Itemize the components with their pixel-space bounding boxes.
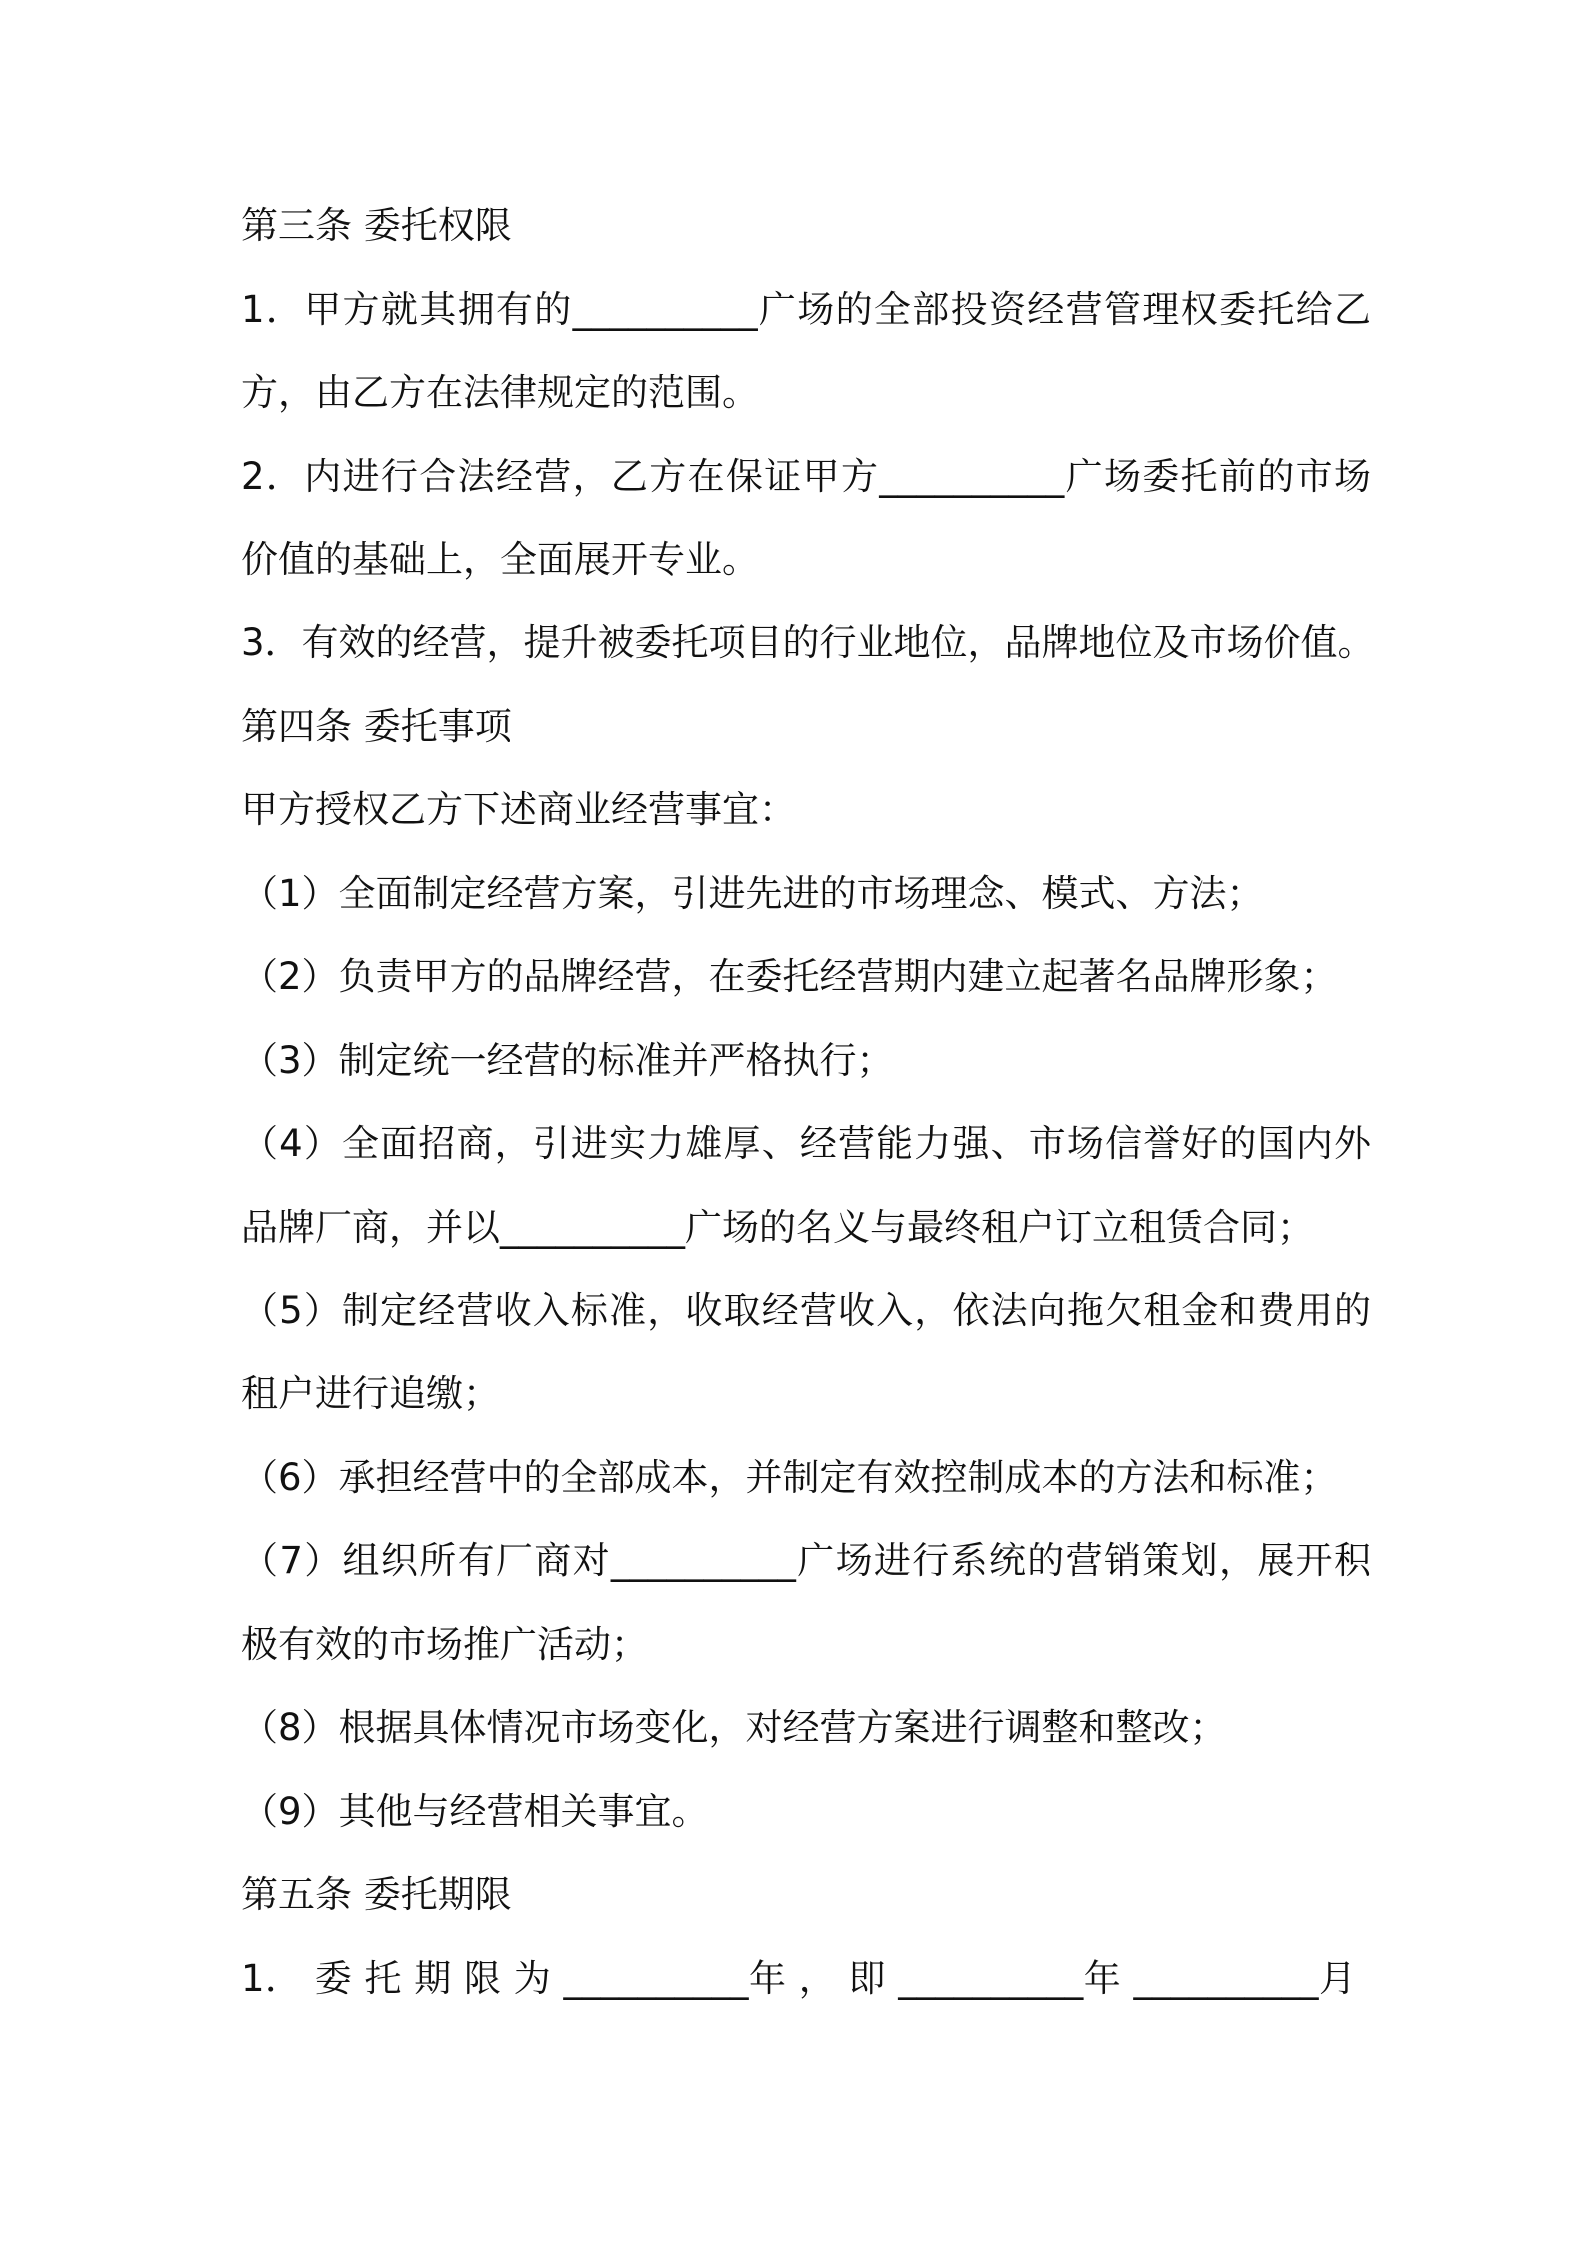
article-4-item-4-line-2: 品牌厂商，并以__________广场的名义与最终租户订立租赁合同； — [241, 1206, 1314, 1249]
article-4-item-9: （9）其他与经营相关事宜。 — [241, 1790, 709, 1833]
article-4-item-3: （3）制定统一经营的标准并严格执行； — [241, 1039, 894, 1082]
article-5-heading: 第五条 委托期限 — [241, 1873, 512, 1916]
article-4-item-2: （2）负责甲方的品牌经营，在委托经营期内建立起著名品牌形象； — [241, 955, 1338, 998]
article-4-item-6: （6）承担经营中的全部成本，并制定有效控制成本的方法和标准； — [241, 1456, 1338, 1499]
article-4-item-8: （8）根据具体情况市场变化，对经营方案进行调整和整改； — [241, 1706, 1227, 1749]
article-3-item-2-line-2: 价值的基础上，全面展开专业。 — [241, 538, 759, 581]
article-3-item-1-line-1: 1．甲方就其拥有的__________广场的全部投资经营管理权委托给乙 — [241, 288, 1371, 331]
article-4-item-5-line-1: （5）制定经营收入标准，收取经营收入，依法向拖欠租金和费用的 — [241, 1289, 1371, 1332]
article-5-item-1-line-1: 1． 委 托 期 限 为 __________年 ， 即 __________年 __________月 — [241, 1957, 1356, 2000]
article-4-item-7-line-2: 极有效的市场推广活动； — [241, 1623, 648, 1666]
article-4-heading: 第四条 委托事项 — [241, 705, 512, 748]
article-3-item-3: 3．有效的经营，提升被委托项目的行业地位，品牌地位及市场价值。 — [241, 621, 1375, 664]
article-4-item-4-line-1: （4）全面招商，引进实力雄厚、经营能力强、市场信誉好的国内外 — [241, 1122, 1371, 1165]
article-3-item-2-line-1: 2．内进行合法经营，乙方在保证甲方__________广场委托前的市场 — [241, 455, 1371, 498]
article-3-item-1-line-2: 方，由乙方在法律规定的范围。 — [241, 371, 759, 414]
article-4-item-1: （1）全面制定经营方案，引进先进的市场理念、模式、方法； — [241, 872, 1264, 915]
article-4-intro: 甲方授权乙方下述商业经营事宜： — [241, 788, 796, 831]
article-4-item-7-line-1: （7）组织所有厂商对__________广场进行系统的营销策划，展开积 — [241, 1539, 1371, 1582]
article-3-heading: 第三条 委托权限 — [241, 204, 512, 247]
article-4-item-5-line-2: 租户进行追缴； — [241, 1372, 500, 1415]
